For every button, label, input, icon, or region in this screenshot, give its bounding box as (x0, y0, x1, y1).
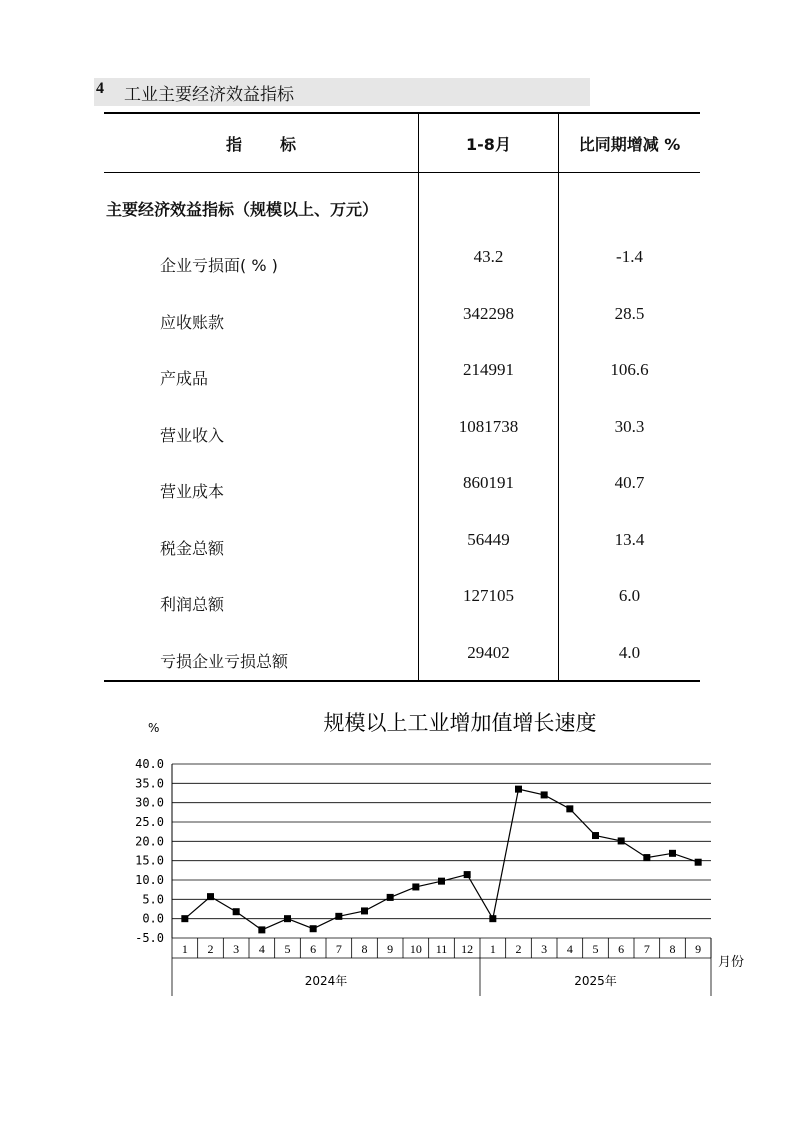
x-category-label: 10 (409, 942, 422, 956)
row-change: 40.7 (614, 473, 645, 492)
row-label: 应收账款 (104, 286, 419, 343)
header-indicator (104, 113, 419, 173)
row-change: 13.4 (614, 529, 645, 549)
x-category-label: 9 (387, 942, 394, 956)
row-label: 营业成本 (104, 455, 419, 512)
header-indicator-part-b: 标 (279, 134, 296, 154)
growth-line-chart (0, 700, 793, 1010)
data-point-marker (233, 908, 240, 915)
table-row (104, 512, 700, 569)
y-tick-label: 25.0 (135, 815, 164, 829)
table-row (104, 625, 700, 682)
group-label: 主要经济效益指标（规模以上、万元） (104, 173, 419, 230)
row-label: 亏损企业亏损总额 (104, 625, 419, 682)
x-category-label: 7 (643, 942, 650, 956)
x-category-label: 8 (669, 942, 676, 956)
x-category-label: 7 (335, 942, 342, 956)
row-value: 127105 (419, 568, 559, 625)
data-point-marker (412, 883, 419, 890)
data-point-marker (515, 786, 522, 793)
row-label: 利润总额 (104, 568, 419, 625)
y-tick-label: -5.0 (135, 931, 164, 945)
y-tick-label: 0.0 (142, 911, 164, 926)
x-category-label: 3 (541, 942, 548, 956)
y-tick-label: 15.0 (135, 853, 164, 868)
row-change: 4.0 (559, 625, 701, 682)
section-title: 工业主要经济效益指标 (124, 85, 294, 105)
x-category-label: 4 (566, 942, 573, 956)
chart-y-ticks (135, 757, 164, 945)
data-point-marker (489, 915, 496, 922)
y-tick-label: 5.0 (142, 892, 164, 907)
row-label: 企业亏损面( % ) (104, 229, 419, 286)
data-point-marker (361, 907, 368, 914)
header-change: 比同期增减 % (559, 113, 701, 173)
data-point-marker (181, 915, 188, 922)
data-point-marker (258, 926, 265, 933)
row-value: 214991 (419, 342, 559, 399)
x-category-label: 6 (618, 942, 625, 956)
y-tick-label: 40.0 (135, 757, 164, 771)
chart-title: 规模以上工业增加值增长速度 (323, 711, 597, 735)
x-category-label: 5 (592, 942, 599, 956)
year-label: 2024年 (304, 974, 348, 988)
row-value: 1081738 (419, 399, 559, 456)
x-category-label: 4 (258, 942, 265, 956)
table-row (104, 399, 700, 456)
header-period: 1-8月 (419, 113, 559, 173)
data-point-marker (541, 791, 548, 798)
x-category-label: 5 (284, 942, 291, 956)
row-change: 28.5 (614, 303, 645, 323)
x-category-label: 1 (181, 942, 188, 956)
data-point-marker (464, 871, 471, 878)
row-value: 860191 (419, 455, 559, 512)
y-tick-label: 10.0 (135, 873, 164, 887)
row-label: 营业收入 (104, 399, 419, 456)
x-category-label: 12 (461, 942, 474, 956)
table-row (104, 342, 700, 399)
series-line (185, 789, 698, 930)
year-label: 2025年 (574, 974, 617, 988)
chart-y-axis-label: % (148, 721, 160, 735)
data-point-marker (310, 925, 317, 932)
data-point-marker (438, 878, 445, 885)
data-point-marker (669, 850, 676, 857)
row-change: 6.0 (618, 586, 641, 605)
data-point-marker (284, 915, 291, 922)
chart-x-axis-label: 月份 (718, 955, 745, 970)
table-row (104, 229, 700, 286)
row-change: 106.6 (610, 360, 649, 379)
x-category-label: 1 (489, 942, 496, 956)
row-value: 43.2 (419, 229, 559, 286)
data-point-marker (566, 805, 573, 812)
row-label: 产成品 (104, 342, 419, 399)
y-tick-label: 35.0 (135, 776, 164, 791)
group-empty-change (559, 173, 701, 230)
table-row (104, 568, 700, 625)
data-point-marker (643, 854, 650, 861)
row-label: 税金总额 (104, 512, 419, 569)
table-header-row (104, 113, 700, 173)
x-category-label: 8 (361, 942, 368, 956)
indicator-table (104, 112, 700, 682)
x-category-label: 2 (207, 942, 214, 956)
x-category-label: 3 (233, 942, 240, 956)
row-value: 342298 (419, 286, 559, 343)
data-point-marker (695, 859, 702, 866)
x-category-label: 11 (435, 942, 448, 956)
row-value: 56449 (419, 512, 559, 569)
chart-x-categories (182, 942, 701, 956)
chart-series (181, 786, 701, 934)
data-point-marker (592, 832, 599, 839)
x-category-label: 9 (695, 942, 702, 956)
data-point-marker (335, 913, 342, 920)
y-tick-label: 20.0 (135, 834, 164, 849)
x-category-label: 2 (515, 942, 522, 956)
row-change: -1.4 (616, 247, 643, 266)
table-row (104, 286, 700, 343)
group-empty-value (419, 173, 559, 230)
y-tick-label: 30.0 (135, 795, 164, 810)
data-point-marker (207, 893, 214, 900)
table-row (104, 455, 700, 512)
data-point-marker (618, 837, 625, 844)
group-row (104, 173, 700, 230)
header-indicator-part-a: 指 (225, 134, 242, 154)
x-category-label: 6 (310, 942, 317, 956)
data-point-marker (387, 894, 394, 901)
row-change: 30.3 (614, 416, 645, 436)
row-value: 29402 (419, 625, 559, 682)
section-number: 4 (96, 80, 104, 97)
